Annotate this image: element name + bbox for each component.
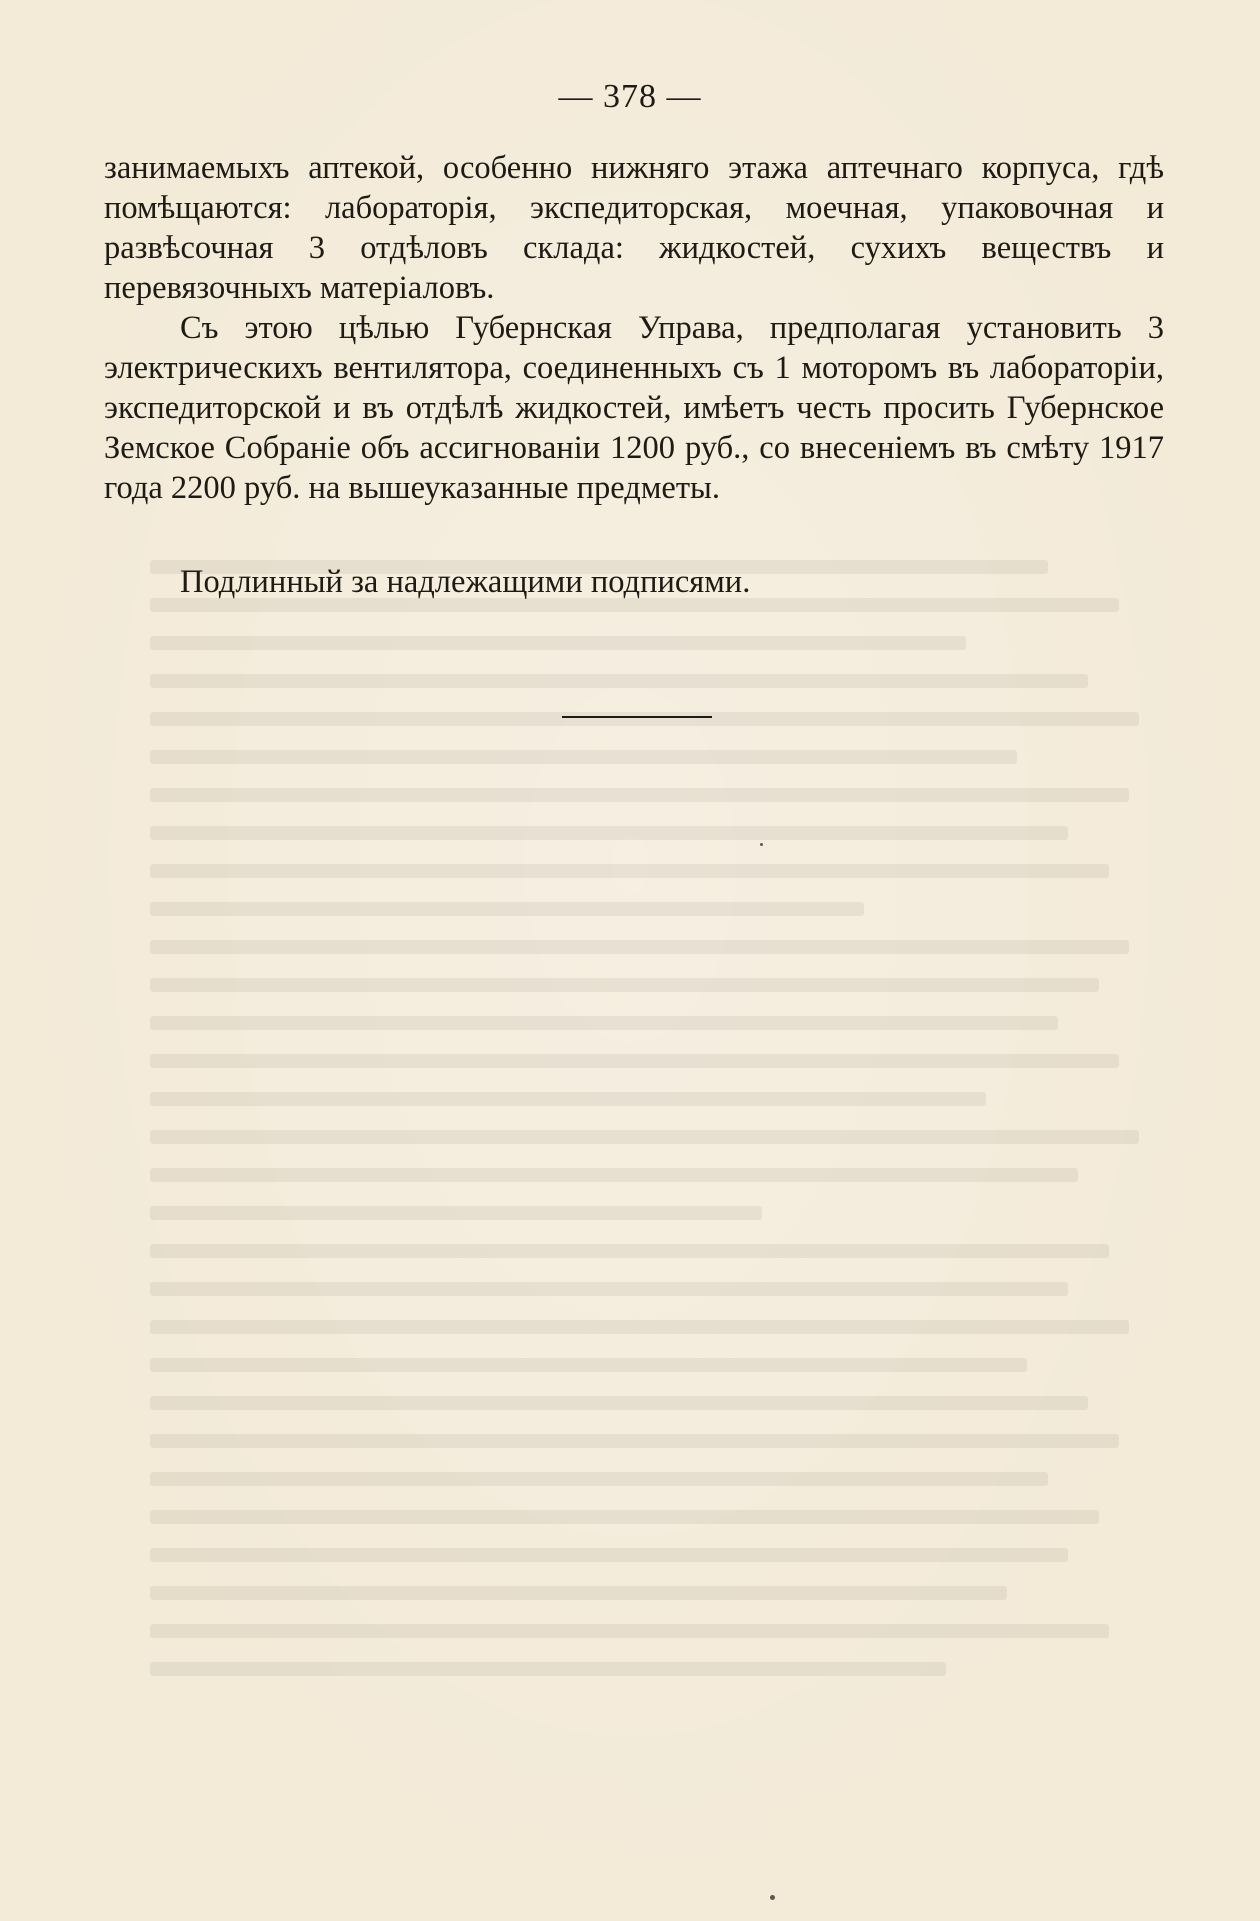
separator-rule [562,716,712,718]
paper-speck [770,1895,775,1900]
page-number: — 378 — [558,78,702,115]
paragraph-request: Съ этою цѣлью Губернская Управа, предполагая установить 3 электрическихъ вентилятора, соединенныхъ съ 1 моторомъ въ лабораторіи, экспедиторской и въ отдѣлѣ жидкостей, имѣетъ честь просить Губернское Земское Собраніе объ ассигнованіи 1200 руб., со внесеніемъ въ смѣту 1917 года 2200 руб. на вышеуказанные предметы. [104,310,1164,506]
reverse-side-show-through [150,560,1170,1760]
body-text [104,148,1164,508]
closing-note: Подлинный за надлежащими подписями. [180,564,751,600]
paper-speck [760,843,763,846]
paragraph-continuation: занимаемыхъ аптекой, особенно нижняго этажа аптечнаго корпуса, гдѣ помѣщаются: лабораторія, экспедиторская, моечная, упаковочная и развѣсочная 3 отдѣловъ склада: жидкостей, сухихъ веществъ и перевязочныхъ матеріаловъ. [104,150,1164,306]
